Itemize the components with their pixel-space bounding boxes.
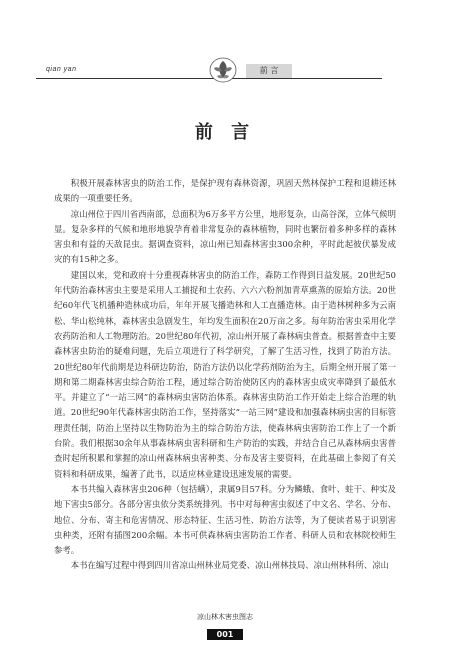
paragraph: 本书共编入森林害虫206种（包括螨），隶属9目57科。分为鳞蛾、食叶、蛀干、种实及地下害虫5部分。各部分害虫依分类系统排列。书中对每种害虫叙述了中文名、学名、分布、地位、分布、寄主和危害情况、形态特征、生活习性、防治方法等，为了便读者易于识别害虫种类，还附有插图200余幅。本书可供森林病虫害防治工作者、科研人员和农林院校师生参考。 (54, 483, 396, 556)
preface-body (54, 176, 396, 574)
page-title: 前 言 (194, 122, 256, 143)
paragraph: 建国以来，党和政府十分重视森林害虫的防治工作，森防工作得到日益发展。20世纪50年代防治森林害虫主要是采用人工捕捉和土农药、六六六粉剂加青草熏蒸的原始方法。20世纪60年代飞机播种造林成功后，年年开展飞播造林和人工直播造林。由于造林树种多为云南松、华山松纯林，森林害虫急剧发生，年均发生面积在20万亩之多。每年防治害虫采用化学农药防治和人工物理防治。20世纪80年代初，凉山州开展了森林病虫普查。根据普查中主要森林害虫防治的疑难问题，先后立项进行了科学研究，了解了生活习性，找到了防治方法。20世纪80年代前期是边科研边防治，防治方法仍以化学药剂防治为主，后期全州开展了第一期和第二期森林害虫综合防治工程，通过综合防治使防区内的森林害虫成灾率降到了最低水平。并建立了“一站三网”的森林病虫害防治体系。森林害虫防治工作开始走上综合治理的轨道。20世纪90年代森林害虫防治工作，坚持落实“一站三网”建设和加强森林病虫害的目标管理责任制，防治上坚持以生物防治为主的综合防治方法，使森林病虫害防治工作上了一个新台阶。我们根据30余年从事森林病虫害科研和生产防治的实践，并结合自己从森林病虫害普查时起所积累和掌握的凉山州森林病虫害种类、分布及害主要资料，在此基础上参阅了有关资料和科研成果，编著了此书，以适应林业建设迅速发展的需要。 (54, 269, 396, 479)
paragraph: 凉山州位于四川省西南部，总面积为6万多平方公里，地形复杂，山高谷深，立体气候明显。复杂多样的气候和地形地貌孕育着非常复杂的森林植物，同时也繁衍着多种多样的森林害虫和有益的天敌昆虫。据调查资料，凉山州已知森林害虫300余种，平时此起彼伏暴发成灾的有15种之多。 (54, 208, 396, 265)
header-pinyin: qian yan (46, 66, 77, 73)
footer-book-title: 凉山林木害虫图志 (197, 613, 253, 621)
header-section-tag: 前 言 (246, 64, 292, 78)
paragraph: 积极开展森林害虫的防治工作，是保护现有森林资源，巩固天然林保护工程和退耕还林成果的一项重要任务。 (54, 178, 396, 204)
leaf-rosette-icon (208, 56, 238, 84)
paragraph: 本书在编写过程中得到四川省凉山州林业局党委、凉山州林技局、凉山州林科所、凉山 (70, 560, 390, 571)
running-header (36, 50, 416, 86)
page-number: 001 (207, 629, 244, 640)
page-footer (0, 612, 450, 641)
